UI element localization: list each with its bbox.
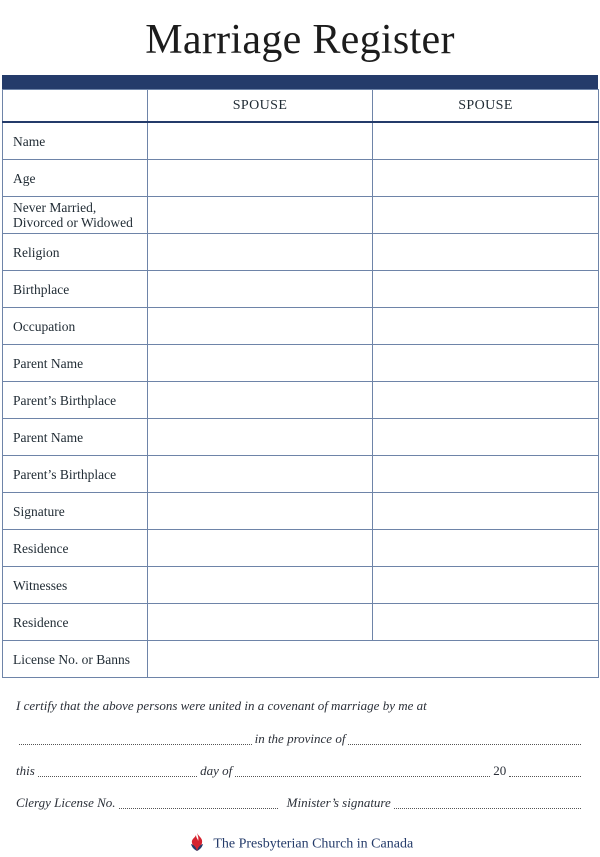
spouse-1-entry-cell[interactable] [148, 271, 373, 308]
header-cell-blank [3, 90, 148, 123]
table-row [3, 493, 599, 530]
place-field[interactable] [19, 734, 252, 745]
license-entry-cell[interactable] [148, 641, 599, 678]
table-row [3, 271, 599, 308]
clergy-line [16, 795, 584, 811]
clergy-license-label: Clergy License No. [16, 795, 116, 810]
spouse-1-entry-cell[interactable] [148, 345, 373, 382]
day-field[interactable] [38, 766, 197, 777]
spouse-1-entry-cell[interactable] [148, 567, 373, 604]
row-label: Never Married, Divorced or Widowed [3, 197, 148, 234]
table-row [3, 382, 599, 419]
spouse-2-entry-cell[interactable] [373, 382, 599, 419]
spouse-1-entry-cell[interactable] [148, 419, 373, 456]
date-line [16, 763, 584, 779]
row-label: Birthplace [3, 271, 148, 308]
spouse-1-entry-cell[interactable] [148, 308, 373, 345]
row-label: Signature [3, 493, 148, 530]
day-of-label: day of [200, 763, 233, 778]
certify-statement [16, 698, 584, 714]
spouse-2-entry-cell[interactable] [373, 234, 599, 271]
spouse-1-entry-cell[interactable] [148, 456, 373, 493]
spouse-1-entry-cell[interactable] [148, 234, 373, 271]
clergy-license-field[interactable] [119, 798, 278, 809]
spouse-2-entry-cell[interactable] [373, 604, 599, 641]
table-row [3, 122, 599, 160]
burning-bush-logo-icon [187, 832, 207, 857]
row-label: Parent Name [3, 419, 148, 456]
spouse-2-entry-cell[interactable] [373, 160, 599, 197]
spouse-1-entry-cell[interactable] [148, 493, 373, 530]
year-field[interactable] [509, 766, 581, 777]
spouse-2-entry-cell[interactable] [373, 567, 599, 604]
table-row [3, 419, 599, 456]
table-row [3, 530, 599, 567]
row-label: Name [3, 122, 148, 160]
table-row [3, 604, 599, 641]
row-label: License No. or Banns [3, 641, 148, 678]
row-label: Residence [3, 530, 148, 567]
spouse-1-entry-cell[interactable] [148, 530, 373, 567]
row-label: Occupation [3, 308, 148, 345]
organization-name: The Presbyterian Church in Canada [213, 836, 414, 852]
table-row [3, 160, 599, 197]
month-field[interactable] [235, 766, 490, 777]
spouse-1-entry-cell[interactable] [148, 122, 373, 160]
row-label: Religion [3, 234, 148, 271]
spouse-2-entry-cell[interactable] [373, 456, 599, 493]
row-label: Parent’s Birthplace [3, 456, 148, 493]
spouse-1-entry-cell[interactable] [148, 160, 373, 197]
spouse-2-entry-cell[interactable] [373, 197, 599, 234]
table-row [3, 197, 599, 234]
register-table [2, 89, 599, 678]
table-row [3, 234, 599, 271]
spouse-2-entry-cell[interactable] [373, 419, 599, 456]
table-row [3, 308, 599, 345]
province-label: in the province of [254, 731, 346, 746]
place-line [16, 731, 584, 747]
row-label: Residence [3, 604, 148, 641]
certify-text: I certify that the above persons were united in a covenant of marriage by me at [16, 698, 427, 713]
header-spouse-1: SPOUSE [148, 90, 373, 123]
table-row [3, 641, 599, 678]
minister-signature-label: Minister’s signature [286, 795, 391, 810]
spouse-2-entry-cell[interactable] [373, 122, 599, 160]
row-label: Age [3, 160, 148, 197]
spouse-2-entry-cell[interactable] [373, 493, 599, 530]
header-bar [2, 75, 598, 89]
table-header-row [3, 90, 599, 123]
spouse-2-entry-cell[interactable] [373, 345, 599, 382]
table-row [3, 456, 599, 493]
year-prefix: 20 [493, 763, 507, 778]
spouse-2-entry-cell[interactable] [373, 308, 599, 345]
row-label: Parent Name [3, 345, 148, 382]
table-row [3, 345, 599, 382]
province-field[interactable] [348, 734, 581, 745]
spouse-2-entry-cell[interactable] [373, 530, 599, 567]
table-row [3, 567, 599, 604]
header-spouse-2: SPOUSE [373, 90, 599, 123]
row-label: Witnesses [3, 567, 148, 604]
spouse-1-entry-cell[interactable] [148, 382, 373, 419]
minister-signature-field[interactable] [394, 798, 581, 809]
spouse-1-entry-cell[interactable] [148, 197, 373, 234]
spouse-2-entry-cell[interactable] [373, 271, 599, 308]
spouse-1-entry-cell[interactable] [148, 604, 373, 641]
footer [0, 832, 600, 857]
this-label: this [16, 763, 35, 778]
row-label: Parent’s Birthplace [3, 382, 148, 419]
page-title: Marriage Register [145, 17, 455, 63]
